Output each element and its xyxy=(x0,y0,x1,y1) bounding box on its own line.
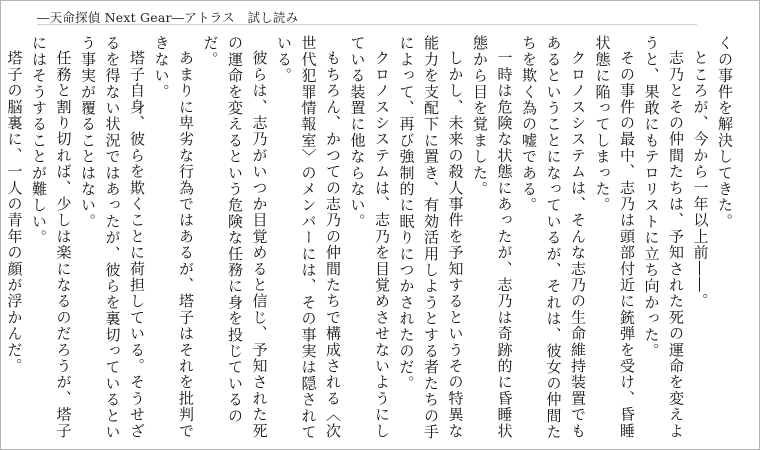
paragraph: ところが、今から一年以上前――。 xyxy=(691,50,710,310)
running-header-title: ―天命探偵 Next Gear―アトラス 試し読み xyxy=(37,10,299,25)
paragraph: もちろん、かつての志乃の仲間たちで構成される〈次世代犯罪情報室〉のメンバーには、その事実は隠されている。 xyxy=(275,35,342,440)
paragraph: あまりに卑劣な行為ではあるが、塔子はそれを批判できない。 xyxy=(152,35,195,439)
paragraph: 一時は危険な状態にあったが、志乃は奇跡的に昏睡状態から目を覚ました。 xyxy=(471,35,514,439)
paragraph: 任務と割り切れば、少しは楽になるのだろうが、塔子にはそうすることが難しい。 xyxy=(30,35,73,439)
vertical-body-text xyxy=(5,35,737,447)
paragraph: クロノスシステムは、志乃を目覚めさせないようにしている装置に他ならない。 xyxy=(348,35,391,439)
paragraph: くの事件を解決してきた。 xyxy=(716,35,734,230)
paragraph: 塔子自身、彼らを欺くことに荷担している。そうせざるを得ない状況ではあったが、彼らを裏切っているという事実が覆ることはない。 xyxy=(79,35,146,440)
header-divider xyxy=(37,24,697,25)
paragraph: クロノスシステムは、そんな志乃の生命維持装置でもあるということになっているが、それは、彼女の仲間たちを欺く為の嘘である。 xyxy=(520,35,587,440)
paragraph: その事件の最中、志乃は頭部付近に銃弾を受け、昏睡状態に陥ってしまった。 xyxy=(593,35,636,439)
paragraph xyxy=(0,35,2,447)
paragraph: 志乃とその仲間たちは、予知された死の運命を変えようと、果敢にもテロリストに立ち向かった。 xyxy=(642,35,685,439)
page-header xyxy=(1,1,759,29)
paragraph: 塔子の脳裏に、一人の青年の顔が浮かんだ。 xyxy=(5,50,24,374)
paragraph: 彼らは、志乃がいつか目覚めると信じ、予知された死の運命を変えるという危険な任務に身を投じているのだ。 xyxy=(201,35,269,439)
paragraph: しかし、未来の殺人事件を予知するというその特異な能力を支配下に置き、有効活用しようとする者たちの手によって、再び強制的に眠りにつかされたのだ。 xyxy=(397,35,465,440)
